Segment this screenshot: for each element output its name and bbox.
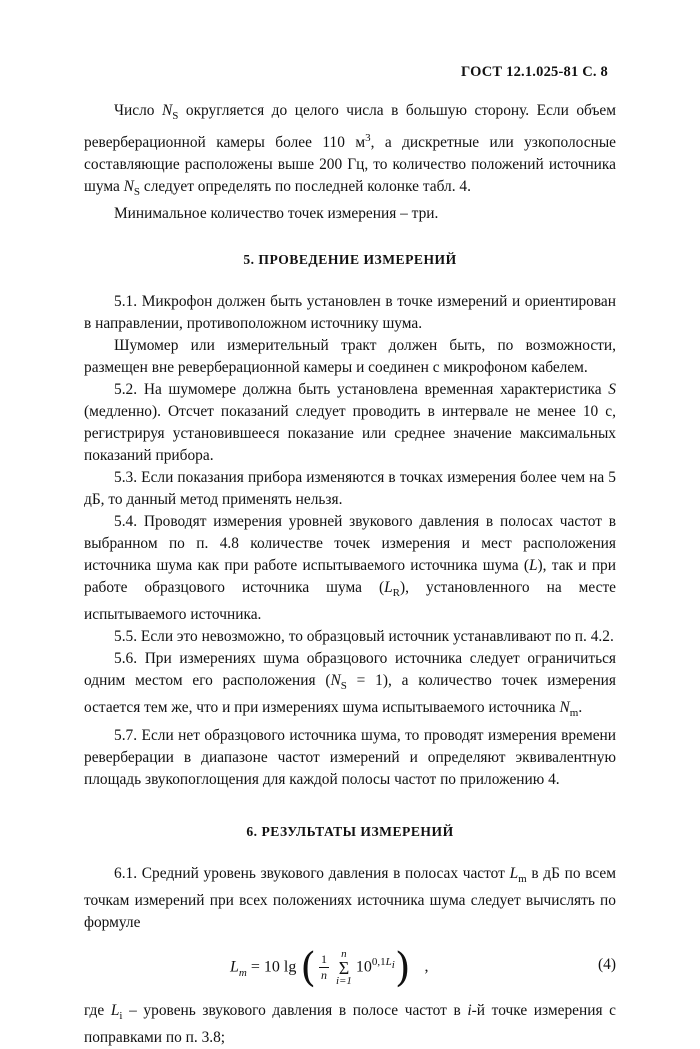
paragraph-5-7: 5.7. Если нет образцового источника шума, то проводят измерения времени реверберации в диапазоне частот измерений и определяют эквивалентную площадь звукопоглощения для каждой полосы частот по приложению 4. [84, 726, 616, 788]
section-6-title: 6. РЕЗУЛЬТАТЫ ИЗМЕРЕНИЙ [246, 823, 454, 839]
paragraph-5-5: 5.5. Если это невозможно, то образцовый источник устанавливают по п. 4.2. [114, 628, 614, 646]
paragraph-5-4: 5.4. Проводят измерения уровней звукового давления в полосах частот в выбранном по п. 4.8 количестве точек измерения и мест расположения источника шума как при работе испытываемого источника шума (L), так и при работе образцового источника шума $(L_R)$, установленного на месте испытываемого источника. [84, 513, 617, 624]
paragraph-5-2: 5.2. На шумомере должна быть установлена временная характеристика S (медленно). Отсчет показаний следует проводить в интервале не менее 10 с, регистрируя установившееся показание или среднее значение максимальных показаний прибора. [84, 381, 616, 465]
paragraph-5-3: 5.3. Если показания прибора изменяются в точках измерения более чем на 5 дБ, то данный метод применять нельзя. [84, 469, 616, 509]
paragraph-6-1: 6.1. Средний уровень звукового давления в полосах частот $L_m$ в дБ по всем точкам измерений при всех положениях источника шума следует вычислять по формуле [84, 864, 617, 931]
page-header: ГОСТ 12.1.025-81 С. 8 [461, 64, 608, 80]
paragraph-5-6: 5.6. При измерениях шума образцового источника следует ограничиться одним местом его расположения $(N_S = 1)$, а количество точек измерения остается тем же, что и при измерениях шума испытываемого источника $N_m$. [84, 650, 616, 720]
formula-expression: $L_m = 10$ lg ( $\frac{1}{n}$ n Σ $i=110^{0,1L_i}$) , [230, 944, 429, 991]
formula-4 [84, 940, 616, 998]
fraction: $\frac{1}{n}$ [320, 952, 327, 983]
document-body [84, 100, 616, 1049]
formula-legend: где $L_i$ – уровень звукового давления в полосе частот в i-й точке измерения с поправками по п. 3.8; [84, 1001, 616, 1046]
section-5-title: 5. ПРОВЕДЕНИЕ ИЗМЕРЕНИЙ [243, 252, 457, 268]
paragraph-min-points: Минимальное количество точек измерения – три. [114, 205, 439, 223]
paragraph-ns-rounding: Число $N_S$ округляется до целого числа в большую сторону. Если объем реверберационной камеры более 110 $м^3$, а дискретные или узкополосные составляющие расположены выше 200 Гц, то количество положений источника шума $N_S$ следует определять по последней колонке табл. 4. [84, 102, 617, 199]
paragraph-5-1b: Шумомер или измерительный тракт должен быть, по возможности, размещен вне реверберационной камеры и соединен с микрофоном кабелем. [84, 337, 616, 377]
formula-number: (4) [598, 955, 616, 973]
paragraph-5-1: 5.1. Микрофон должен быть установлен в точке измерений и ориентирован в направлении, противоположном источнику шума. [84, 293, 616, 333]
sum-symbol: n Σ i=1 [335, 947, 352, 987]
